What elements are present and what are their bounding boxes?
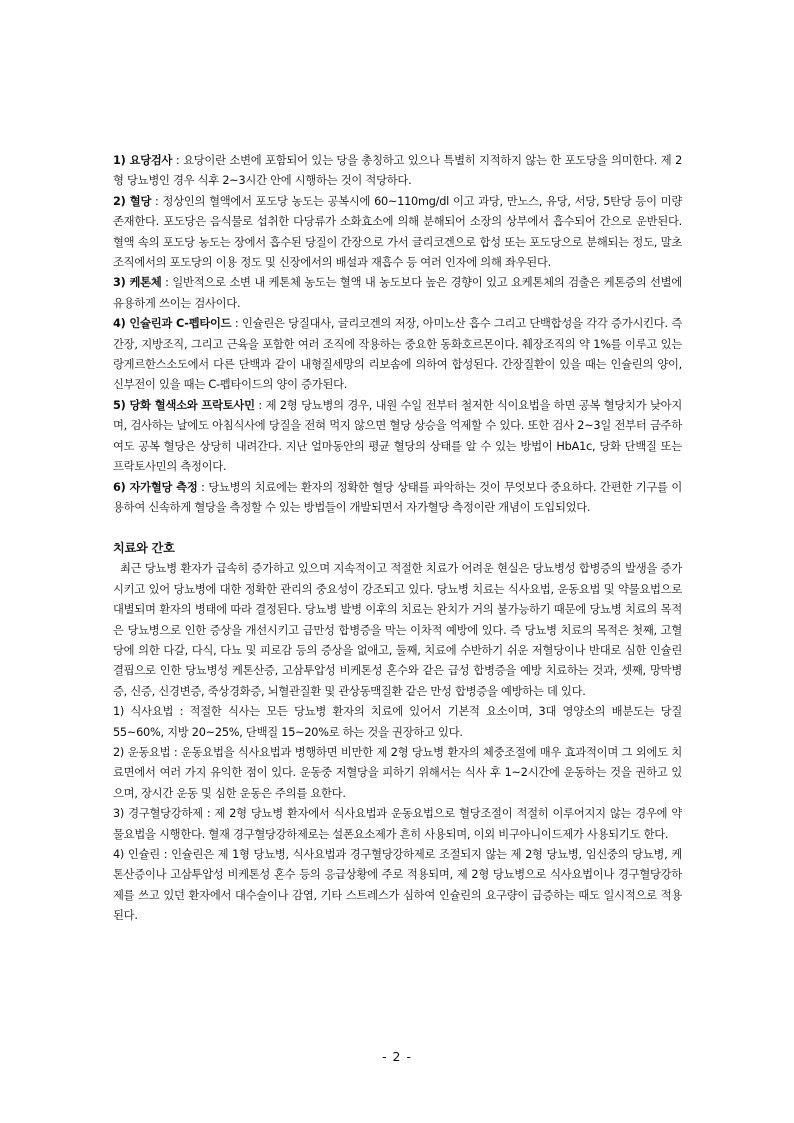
test-item-label: 6) 자가혈당 측정 — [113, 480, 198, 494]
test-item-self-monitoring — [113, 478, 682, 519]
section-spacer — [113, 518, 682, 538]
test-item-urine-glucose — [113, 151, 682, 192]
section-title: 치료와 간호 — [113, 541, 175, 556]
test-item-text: : 요당이란 소변에 포함되어 있는 당을 총칭하고 있으나 특별히 지적하지 않는 한 포도당을 의미한다. 제 2형 당뇨병인 경우 식후 2~3시간 안에 시행하는 것이 적당하다. — [113, 154, 683, 188]
treatment-item-oral-agents: 3) 경구혈당강하제 : 제 2형 당뇨병 환자에서 식사요법과 운동요법으로 혈당조절이 적절히 이루어지지 않는 경우에 약물요법을 시행한다. 혈재 경구혈당강하제로는 설폰요소제가 흔히 사용되며, 이외 비구아니이드제가 사용되기도 한다. — [113, 807, 682, 841]
page-number: - 2 - — [382, 1049, 412, 1064]
test-item-text: : 정상인의 혈액에서 포도당 농도는 공복시에 60~110mg/dl 이고 과당, 만노스, 유당, 서당, 5탄당 등이 미량 존재한다. 포도당은 음식물로 섭취한 다당류가 소화효소에 의해 분해되어 소장의 상부에서 흡수되어 간으로 운반된다. 혈액 속의 포도당 농도는 장에서 흡수된 당질이 간장으로 가서 글리코겐으로 합성 또는 포도당으로 분해되는 정도, 말초조직에서의 포도당의 이용 정도 및 신장에서의 배설과 재흡수 등 여러 인자에 의해 좌우된다. — [113, 194, 682, 270]
test-item-ketone — [113, 273, 682, 314]
test-item-label: 5) 당화 혈색소와 프락토사민 — [113, 398, 255, 412]
test-item-text: : 일반적으로 소변 내 케톤체 농도는 혈액 내 농도보다 높은 경향이 있고 요케톤체의 검출은 케톤증의 선별에 유용하게 쓰이는 검사이다. — [113, 276, 683, 310]
test-item-text: : 인슐린은 당질대사, 글리코겐의 저장, 아미노산 흡수 그리고 단백합성을 각각 증가시킨다. 즉 간장, 지방조직, 그리고 근육을 포함한 여러 조직에 작용하는 중요한 동화호르몬이다. 췌장조직의 약 1%를 이루고 있는 랑게르한스소도에서 다른 단백과 같이 내형질세망의 리보솜에 의하여 합성된다. 간장질환이 있을 때는 인슐린의 양이, 신부전이 있을 때는 C-펩타이드의 양이 증가된다. — [113, 317, 682, 392]
test-item-label: 3) 케톤체 — [113, 276, 162, 290]
treatment-item-exercise: 2) 운동요법 : 운동요법을 식사요법과 병행하면 비만한 제 2형 당뇨병 환자의 체중조절에 매우 효과적이며 그 외에도 치료면에서 여러 가지 유익한 점이 있다. 운동중 저혈당을 피하기 위해서는 식사 후 1~2시간에 운동하는 것을 권하고 있으며, 장시간 운동 및 심한 운동은 주의를 요한다. — [113, 745, 682, 800]
test-item-insulin-c-peptide — [113, 314, 682, 396]
treatment-item-insulin: 4) 인슐린 : 인슐린은 제 1형 당뇨병, 식사요법과 경구혈당강하제로 조절되지 않는 제 2형 당뇨병, 임신중의 당뇨병, 케톤산증이나 고삼투압성 비케톤성 혼수 등의 응급상황에 주로 적용되며, 제 2형 당뇨병으로 식사요법이나 경구혈당강하제를 쓰고 있던 환자에서 대수술이나 감염, 기타 스트레스가 심하여 인슐린의 요구량이 급증하는 때도 일시적으로 적용된다. — [113, 848, 682, 923]
test-item-text: : 당뇨병의 치료에는 환자의 정확한 혈당 상태를 파악하는 것이 무엇보다 중요하다. 간편한 기구를 이용하여 신속하게 혈당을 측정할 수 있는 방법들이 개발되면서 자가혈당 측정이란 개념이 도입되었다. — [113, 480, 682, 514]
section-intro-paragraph: 최근 당뇨병 환자가 급속히 증가하고 있으며 지속적이고 적절한 치료가 어려운 현실은 당뇨병성 합병증의 발생을 증가시키고 있어 당뇨병에 대한 정확한 관리의 중요성이 강조되고 있다. 당뇨병 치료는 식사요법, 운동요법 및 약물요법으로 대별되며 환자의 병태에 따라 결정된다. 당뇨병 발병 이후의 치료는 완치가 거의 불가능하기 때문에 당뇨병 치료의 목적은 당뇨병으로 인한 증상을 개선시키고 급만성 합병증을 막는 이차적 예방에 있다. 즉 당뇨병 치료의 목적은 첫째, 고혈당에 의한 다갈, 다식, 다뇨 및 피로감 등의 증상을 없애고, 둘째, 치료에 수반하기 쉬운 저혈당이나 반대로 심한 인슐린 결핍으로 인한 당뇨병성 케톤산증, 고삼투압성 비케톤성 혼수와 같은 급성 합병증을 예방 치료하는 것과, 셋째, 망막병증, 신증, 신경변증, 죽상경화증, 뇌혈관질환 및 관상동맥질환 같은 만성 합병증을 예방하는 데 있다. — [113, 562, 682, 698]
document-body — [113, 151, 682, 927]
test-item-hba1c-fructosamine — [113, 396, 682, 478]
test-item-label: 4) 인슐린과 C-펩타이드 — [113, 317, 232, 331]
test-item-text: : 제 2형 당뇨병의 경우, 내원 수일 전부터 철저한 식이요법을 하면 공복 혈당치가 낮아지며, 검사하는 날에도 아침식사에 당질을 전혀 먹지 않으면 혈당 상승을 억제할 수 있다. 또한 검사 2~3일 전부터 금주하여도 공복 혈당은 상당히 내려간다. 지난 얼마동안의 평균 혈당의 상태를 알 수 있는 방법이 HbA1c, 당화 단백질 또는 프락토사민의 측정이다. — [113, 398, 682, 474]
test-item-label: 2) 혈당 — [113, 194, 152, 208]
test-item-label: 1) 요당검사 — [113, 154, 173, 167]
test-item-blood-glucose — [113, 192, 682, 274]
treatment-item-diet: 1) 식사요법 : 적절한 식사는 모든 당뇨병 환자의 치료에 있어서 기본적 요소이며, 3대 영양소의 배분도는 당질 55~60%, 지방 20~25%, 단백질 15~20%로 하는 것을 권장하고 있다. — [113, 705, 682, 739]
